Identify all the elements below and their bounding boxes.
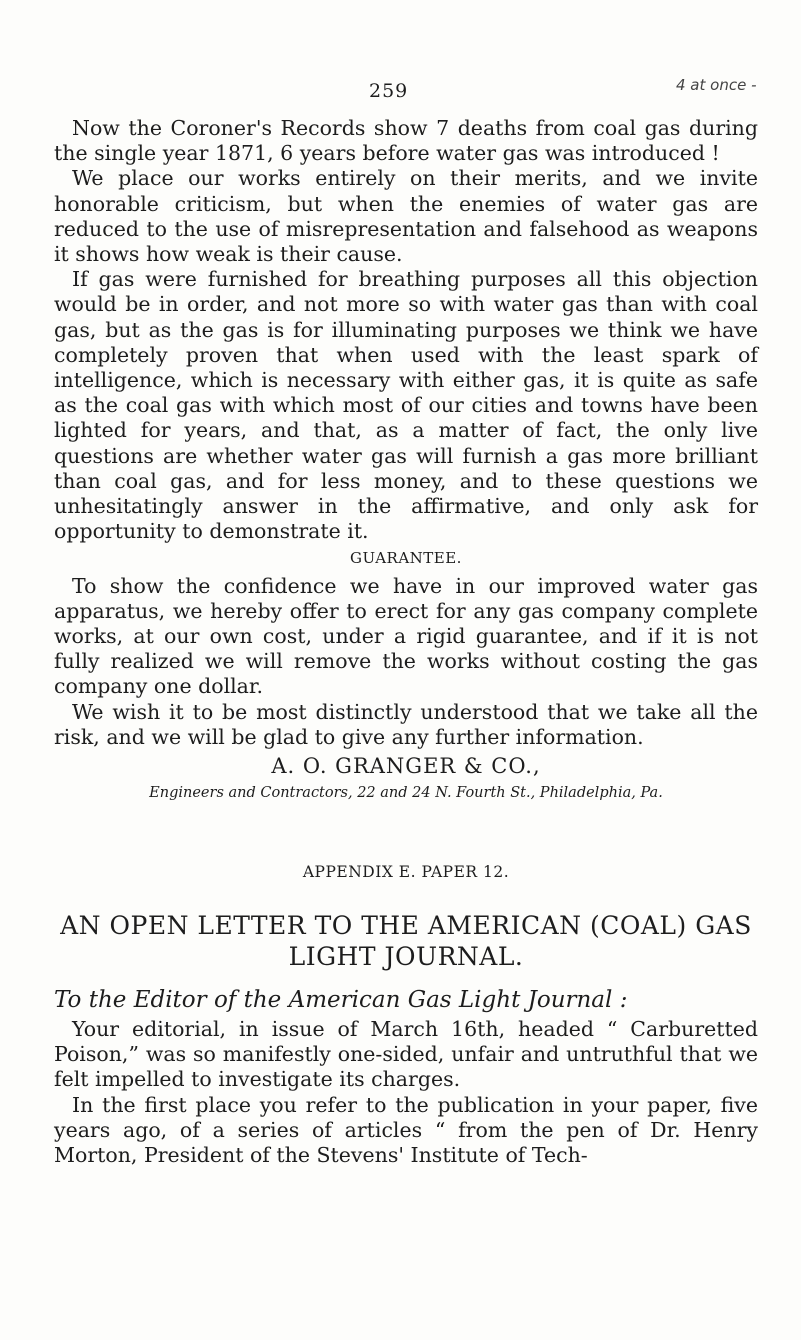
letter-title: AN OPEN LETTER TO THE AMERICAN (COAL) GAS LIGHT JOURNAL.	[60, 910, 752, 971]
appendix-label: APPENDIX E. PAPER 12.	[302, 863, 510, 882]
paragraph-merits: We place our works entirely on their merits, and we invite honorable criticism, but when the enemies of water gas are reduced to the use of misrepresentation and falsehood as weapons it shows how weak is their cause.	[54, 166, 758, 267]
page-body	[54, 116, 758, 1168]
paragraph-coroner-records: Now the Coroner's Records show 7 deaths from coal gas during the single year 1871, 6 years before water gas was introduced !	[54, 116, 758, 166]
signature: A. O. GRANGER & CO.,	[271, 754, 541, 779]
paragraph-first-place: In the first place you refer to the publication in your paper, five years ago, of a series of articles “ from the pen of Dr. Henry Morton, President of the Stevens' Institute of Tech-	[54, 1092, 758, 1167]
signature-address: Engineers and Contractors, 22 and 24 N. Fourth St., Philadelphia, Pa.	[149, 785, 663, 802]
paragraph-breathing: If gas were furnished for breathing purposes all this objection would be in order, and not more so with water gas than with coal gas, but as the gas is for illuminating purposes we think we have completely proven that when used with the least spark of intelligence, which is necessary with either gas, it is quite as safe as the coal gas with which most of our cities and towns have been lighted for years, and that, as a matter of fact, the only live questions are whether water gas will furnish a gas more brilliant than coal gas, and for less money, and to these questions we unhesitatingly answer in the affirmative, and only ask for opportunity to demonstrate it.	[54, 267, 758, 544]
paragraph-guarantee-offer: To show the confidence we have in our improved water gas apparatus, we hereby offer to erect for any gas company complete works, at our own cost, under a rigid guarantee, and if it is not fully realized we will remove the works without costing the gas company one dollar.	[54, 573, 758, 699]
letter-salutation: To the Editor of the American Gas Light Journal :	[54, 986, 628, 1013]
guarantee-heading: GUARANTEE.	[350, 549, 462, 568]
page-number: 259	[369, 80, 409, 102]
paragraph-editorial: Your editorial, in issue of March 16th, headed “ Carburetted Poison,” was so manifestly one-sided, unfair and untruthful that we felt impelled to investigate its charges.	[54, 1016, 758, 1092]
handwritten-margin-note: 4 at once -	[676, 76, 757, 94]
paragraph-guarantee-risk: We wish it to be most distinctly understood that we take all the risk, and we will be glad to give any further information.	[54, 699, 758, 749]
